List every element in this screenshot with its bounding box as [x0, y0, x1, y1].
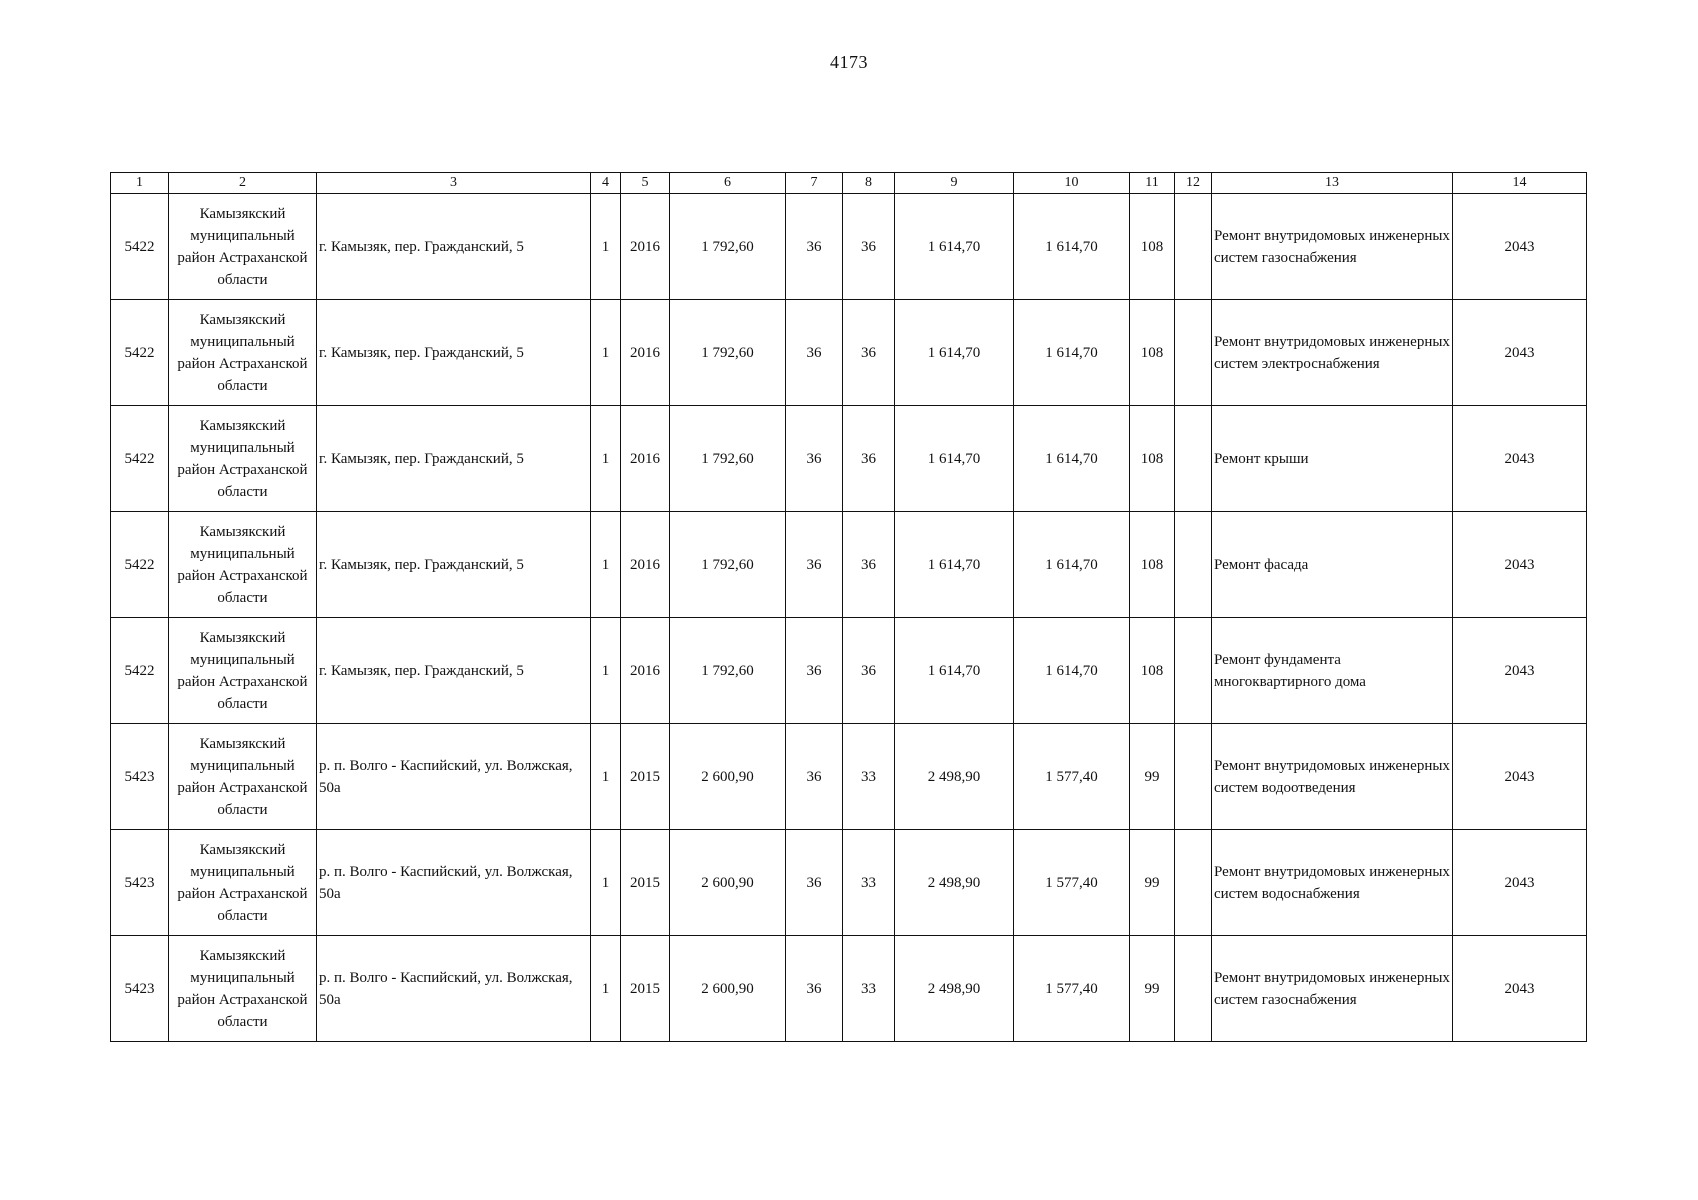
cell-year: 2015	[621, 830, 670, 936]
cell-work-type: Ремонт внутридомовых инженерных систем водоснабжения	[1212, 830, 1453, 936]
cell-col-12	[1175, 512, 1212, 618]
cell-year: 2016	[621, 618, 670, 724]
cell-area-9: 2 498,90	[895, 936, 1014, 1042]
cell-work-type: Ремонт внутридомовых инженерных систем электроснабжения	[1212, 300, 1453, 406]
table-header	[111, 173, 1587, 194]
cell-col-8: 33	[843, 724, 895, 830]
cell-planned-year: 2043	[1453, 194, 1587, 300]
cell-total-area: 2 600,90	[670, 724, 786, 830]
cell-total-area: 1 792,60	[670, 406, 786, 512]
cell-col-12	[1175, 830, 1212, 936]
cell-col-12	[1175, 936, 1212, 1042]
cell-year: 2016	[621, 406, 670, 512]
cell-col-7: 36	[786, 724, 843, 830]
cell-col-12	[1175, 406, 1212, 512]
table-row	[111, 936, 1587, 1042]
cell-row-number: 5423	[111, 830, 169, 936]
cell-municipality: Камызякский муниципальный район Астраханской области	[169, 724, 317, 830]
cell-area-9: 2 498,90	[895, 830, 1014, 936]
cell-planned-year: 2043	[1453, 724, 1587, 830]
cell-col-4: 1	[591, 300, 621, 406]
cell-row-number: 5422	[111, 512, 169, 618]
cell-col-8: 36	[843, 300, 895, 406]
cell-col-11: 99	[1130, 936, 1175, 1042]
cell-work-type: Ремонт внутридомовых инженерных систем газоснабжения	[1212, 936, 1453, 1042]
cell-area-9: 1 614,70	[895, 194, 1014, 300]
cell-col-11: 99	[1130, 830, 1175, 936]
cell-planned-year: 2043	[1453, 830, 1587, 936]
cell-row-number: 5422	[111, 406, 169, 512]
cell-row-number: 5423	[111, 936, 169, 1042]
cell-total-area: 2 600,90	[670, 830, 786, 936]
cell-col-4: 1	[591, 618, 621, 724]
cell-address: р. п. Волго - Каспийский, ул. Волжская, 50а	[317, 830, 591, 936]
cell-work-type: Ремонт внутридомовых инженерных систем водоотведения	[1212, 724, 1453, 830]
cell-col-8: 33	[843, 830, 895, 936]
cell-planned-year: 2043	[1453, 618, 1587, 724]
cell-col-8: 36	[843, 618, 895, 724]
cell-address: г. Камызяк, пер. Гражданский, 5	[317, 300, 591, 406]
cell-municipality: Камызякский муниципальный район Астраханской области	[169, 830, 317, 936]
cell-col-11: 99	[1130, 724, 1175, 830]
header-row	[111, 173, 1587, 194]
cell-row-number: 5422	[111, 194, 169, 300]
cell-col-4: 1	[591, 724, 621, 830]
header-cell-13: 13	[1212, 173, 1453, 194]
table-body	[111, 194, 1587, 1042]
cell-total-area: 2 600,90	[670, 936, 786, 1042]
cell-work-type: Ремонт фасада	[1212, 512, 1453, 618]
cell-planned-year: 2043	[1453, 406, 1587, 512]
cell-area-10: 1 614,70	[1014, 406, 1130, 512]
header-cell-9: 9	[895, 173, 1014, 194]
cell-area-9: 2 498,90	[895, 724, 1014, 830]
cell-col-11: 108	[1130, 194, 1175, 300]
cell-address: р. п. Волго - Каспийский, ул. Волжская, 50а	[317, 936, 591, 1042]
cell-municipality: Камызякский муниципальный район Астраханской области	[169, 618, 317, 724]
header-cell-3: 3	[317, 173, 591, 194]
cell-col-8: 36	[843, 194, 895, 300]
table-row	[111, 830, 1587, 936]
header-cell-5: 5	[621, 173, 670, 194]
cell-col-4: 1	[591, 936, 621, 1042]
cell-col-11: 108	[1130, 406, 1175, 512]
header-cell-11: 11	[1130, 173, 1175, 194]
cell-area-9: 1 614,70	[895, 512, 1014, 618]
cell-address: г. Камызяк, пер. Гражданский, 5	[317, 512, 591, 618]
cell-work-type: Ремонт внутридомовых инженерных систем газоснабжения	[1212, 194, 1453, 300]
cell-row-number: 5422	[111, 300, 169, 406]
page-number: 4173	[830, 52, 868, 72]
cell-year: 2015	[621, 724, 670, 830]
table-row	[111, 512, 1587, 618]
cell-col-11: 108	[1130, 618, 1175, 724]
cell-planned-year: 2043	[1453, 936, 1587, 1042]
cell-address: р. п. Волго - Каспийский, ул. Волжская, 50а	[317, 724, 591, 830]
cell-area-10: 1 614,70	[1014, 512, 1130, 618]
header-cell-14: 14	[1453, 173, 1587, 194]
cell-col-8: 33	[843, 936, 895, 1042]
cell-area-10: 1 614,70	[1014, 618, 1130, 724]
cell-col-7: 36	[786, 936, 843, 1042]
cell-year: 2016	[621, 512, 670, 618]
cell-col-4: 1	[591, 512, 621, 618]
header-cell-7: 7	[786, 173, 843, 194]
cell-row-number: 5422	[111, 618, 169, 724]
cell-col-8: 36	[843, 406, 895, 512]
repair-registry-table	[110, 172, 1587, 1042]
cell-col-11: 108	[1130, 300, 1175, 406]
cell-work-type: Ремонт фундамента многоквартирного дома	[1212, 618, 1453, 724]
cell-col-7: 36	[786, 512, 843, 618]
cell-address: г. Камызяк, пер. Гражданский, 5	[317, 618, 591, 724]
cell-col-12	[1175, 618, 1212, 724]
table-row	[111, 194, 1587, 300]
cell-total-area: 1 792,60	[670, 618, 786, 724]
header-cell-2: 2	[169, 173, 317, 194]
cell-area-9: 1 614,70	[895, 300, 1014, 406]
cell-total-area: 1 792,60	[670, 194, 786, 300]
cell-planned-year: 2043	[1453, 300, 1587, 406]
cell-municipality: Камызякский муниципальный район Астраханской области	[169, 406, 317, 512]
cell-col-4: 1	[591, 406, 621, 512]
cell-year: 2016	[621, 300, 670, 406]
cell-municipality: Камызякский муниципальный район Астраханской области	[169, 300, 317, 406]
cell-address: г. Камызяк, пер. Гражданский, 5	[317, 406, 591, 512]
table-row	[111, 406, 1587, 512]
header-cell-4: 4	[591, 173, 621, 194]
cell-col-7: 36	[786, 618, 843, 724]
cell-col-8: 36	[843, 512, 895, 618]
cell-municipality: Камызякский муниципальный район Астраханской области	[169, 512, 317, 618]
cell-work-type: Ремонт крыши	[1212, 406, 1453, 512]
cell-year: 2016	[621, 194, 670, 300]
cell-col-7: 36	[786, 194, 843, 300]
cell-col-7: 36	[786, 406, 843, 512]
cell-municipality: Камызякский муниципальный район Астраханской области	[169, 936, 317, 1042]
cell-row-number: 5423	[111, 724, 169, 830]
cell-planned-year: 2043	[1453, 512, 1587, 618]
cell-col-7: 36	[786, 300, 843, 406]
table-row	[111, 618, 1587, 724]
cell-col-12	[1175, 194, 1212, 300]
header-cell-10: 10	[1014, 173, 1130, 194]
header-cell-12: 12	[1175, 173, 1212, 194]
header-cell-8: 8	[843, 173, 895, 194]
cell-total-area: 1 792,60	[670, 300, 786, 406]
header-cell-1: 1	[111, 173, 169, 194]
cell-col-12	[1175, 300, 1212, 406]
cell-address: г. Камызяк, пер. Гражданский, 5	[317, 194, 591, 300]
cell-year: 2015	[621, 936, 670, 1042]
cell-area-10: 1 577,40	[1014, 724, 1130, 830]
cell-area-10: 1 577,40	[1014, 936, 1130, 1042]
cell-area-9: 1 614,70	[895, 618, 1014, 724]
cell-col-7: 36	[786, 830, 843, 936]
cell-total-area: 1 792,60	[670, 512, 786, 618]
cell-col-11: 108	[1130, 512, 1175, 618]
cell-area-10: 1 577,40	[1014, 830, 1130, 936]
cell-municipality: Камызякский муниципальный район Астраханской области	[169, 194, 317, 300]
cell-col-12	[1175, 724, 1212, 830]
cell-area-10: 1 614,70	[1014, 300, 1130, 406]
cell-col-4: 1	[591, 830, 621, 936]
cell-area-10: 1 614,70	[1014, 194, 1130, 300]
cell-area-9: 1 614,70	[895, 406, 1014, 512]
cell-col-4: 1	[591, 194, 621, 300]
table-row	[111, 724, 1587, 830]
header-cell-6: 6	[670, 173, 786, 194]
table-row	[111, 300, 1587, 406]
